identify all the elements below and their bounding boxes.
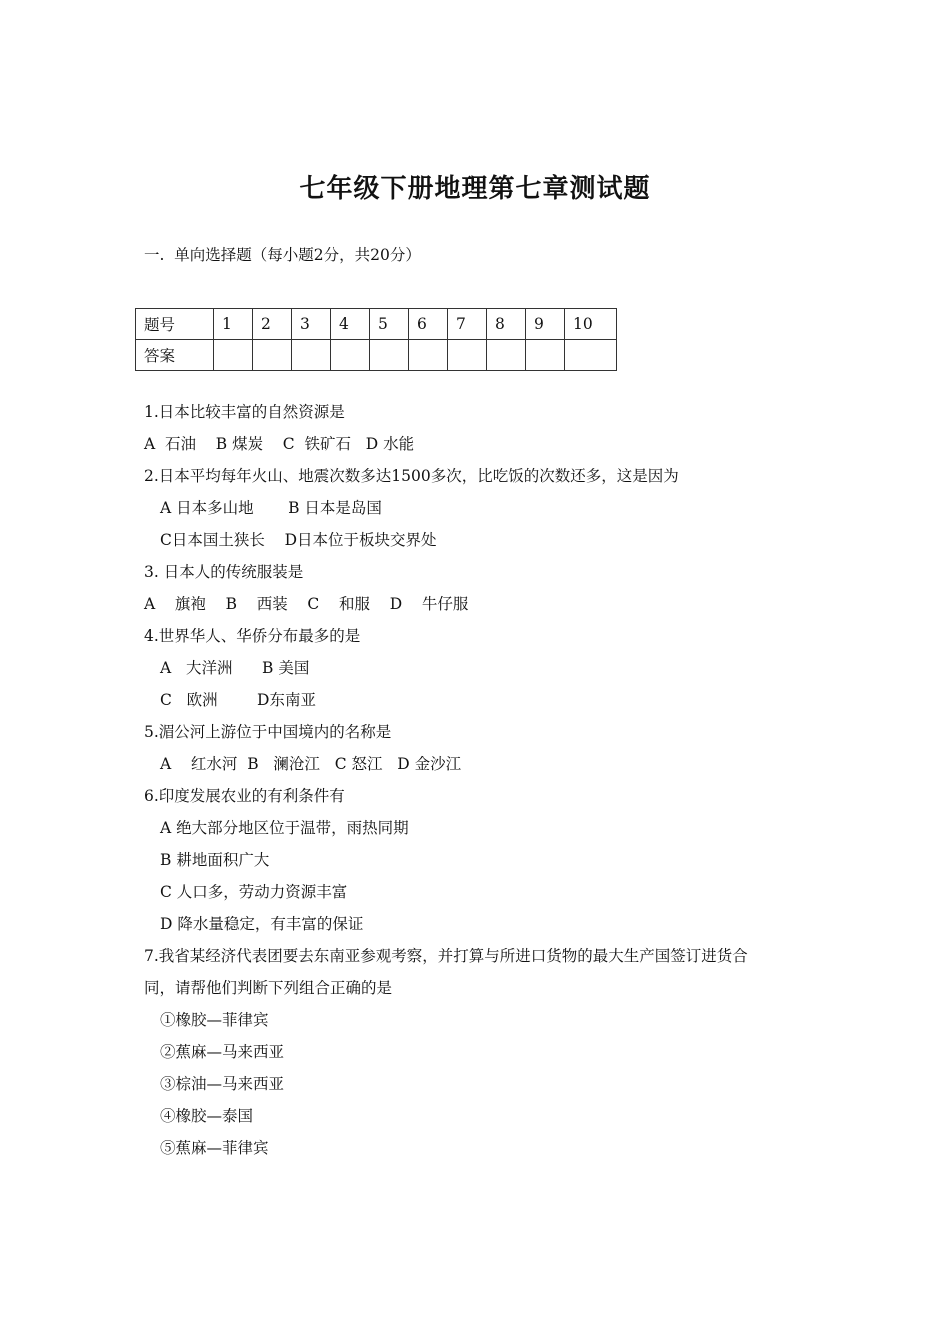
question-6-option-b: B 耕地面积广大 — [160, 851, 270, 869]
question-4-options-row-1: A 大洋洲 B 美国 — [160, 659, 310, 677]
table-cell-number: 7 — [448, 309, 487, 340]
table-cell-number: 9 — [526, 309, 565, 340]
question-7-line-1: 7.我省某经济代表团要去东南亚参观考察，并打算与所进口货物的最大生产国签订进货合 — [144, 947, 748, 965]
answer-table — [135, 308, 617, 371]
question-2-options-row-2: C日本国土狭长 D日本位于板块交界处 — [160, 531, 437, 549]
table-cell-number: 3 — [292, 309, 331, 340]
table-cell-number: 5 — [370, 309, 409, 340]
question-2-options-row-1: A 日本多山地 B 日本是岛国 — [160, 499, 382, 517]
table-cell-number: 1 — [214, 309, 253, 340]
question-2: 2.日本平均每年火山、地震次数多达1500多次，比吃饭的次数还多，这是因为 — [144, 467, 679, 485]
question-6-option-c: C 人口多，劳动力资源丰富 — [160, 883, 348, 901]
question-6-option-d: D 降水量稳定，有丰富的保证 — [160, 915, 364, 933]
answer-cell[interactable] — [487, 340, 526, 371]
answer-cell[interactable] — [448, 340, 487, 371]
answer-cell[interactable] — [214, 340, 253, 371]
section-heading: 一. 单向选择题（每小题2分，共20分） — [144, 246, 421, 264]
question-7-item-5: ⑤蕉麻—菲律宾 — [160, 1139, 269, 1157]
table-cell-number: 6 — [409, 309, 448, 340]
question-7-item-3: ③棕油—马来西亚 — [160, 1075, 285, 1093]
question-6: 6.印度发展农业的有利条件有 — [144, 787, 345, 805]
answer-cell[interactable] — [253, 340, 292, 371]
answer-cell[interactable] — [565, 340, 617, 371]
question-7-line-2: 同，请帮他们判断下列组合正确的是 — [144, 979, 393, 997]
question-4-options-row-2: C 欧洲 D东南亚 — [160, 691, 316, 709]
question-7-item-2: ②蕉麻—马来西亚 — [160, 1043, 285, 1061]
question-4: 4.世界华人、华侨分布最多的是 — [144, 627, 361, 645]
question-7-item-4: ④橡胶—泰国 — [160, 1107, 254, 1125]
question-5-options: A 红水河 B 澜沧江 C 怒江 D 金沙江 — [160, 755, 462, 773]
table-row-label-number: 题号 — [136, 309, 214, 340]
page-title: 七年级下册地理第七章测试题 — [299, 174, 651, 204]
answer-table-answer-row — [136, 340, 617, 371]
question-7-item-1: ①橡胶—菲律宾 — [160, 1011, 269, 1029]
question-1-options: A 石油 B 煤炭 C 铁矿石 D 水能 — [144, 435, 415, 453]
answer-cell[interactable] — [526, 340, 565, 371]
answer-cell[interactable] — [331, 340, 370, 371]
question-3-options: A 旗袍 B 西装 C 和服 D 牛仔服 — [144, 595, 469, 613]
question-1: 1.日本比较丰富的自然资源是 — [144, 403, 345, 421]
table-cell-number: 4 — [331, 309, 370, 340]
answer-cell[interactable] — [370, 340, 409, 371]
question-6-option-a: A 绝大部分地区位于温带，雨热同期 — [160, 819, 409, 837]
question-3: 3. 日本人的传统服装是 — [144, 563, 304, 581]
table-cell-number: 2 — [253, 309, 292, 340]
table-row-label-answer: 答案 — [136, 340, 214, 371]
question-5: 5.湄公河上游位于中国境内的名称是 — [144, 723, 392, 741]
answer-cell[interactable] — [292, 340, 331, 371]
answer-table-number-row — [136, 309, 617, 340]
table-cell-number: 10 — [565, 309, 617, 340]
answer-cell[interactable] — [409, 340, 448, 371]
table-cell-number: 8 — [487, 309, 526, 340]
